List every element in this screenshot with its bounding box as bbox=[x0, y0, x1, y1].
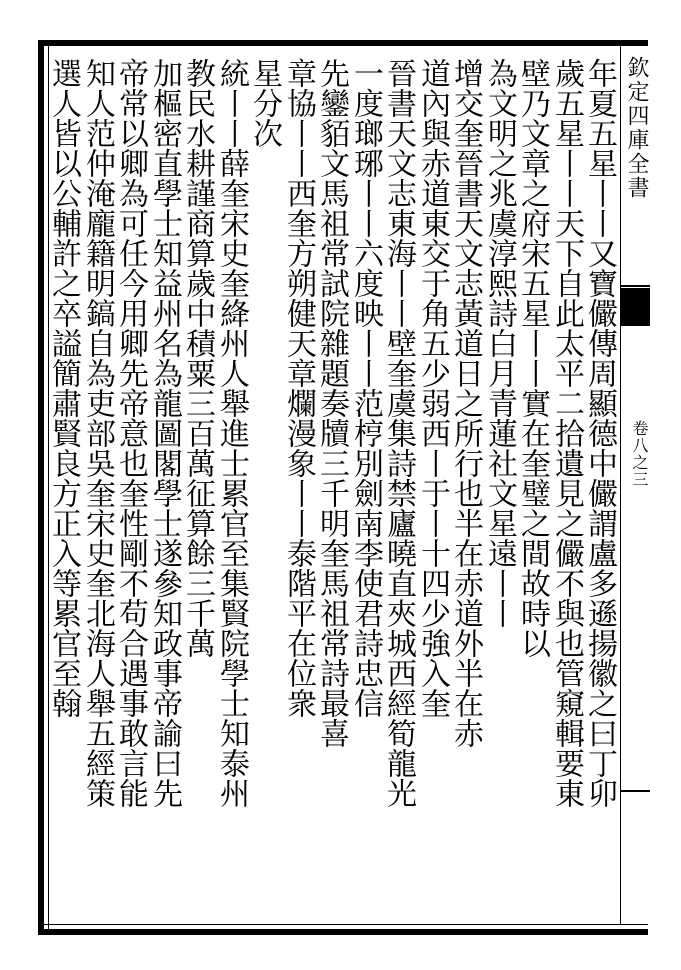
text-column-13: 教民水耕謹商算歲中積粟三百萬征算餘三千萬 bbox=[180, 58, 215, 658]
text-column-7: 晉書天文志東海丨丨壁奎虞集詩禁廬曉直夾城西經筍龍光 bbox=[381, 58, 416, 808]
text-column-12: 統丨丨薛奎宋史奎絳州人舉進士累官至集賢院學士知泰州 bbox=[214, 58, 249, 808]
text-column-11: 星分次 bbox=[247, 58, 282, 148]
margin-rule-upper bbox=[620, 285, 650, 287]
text-column-8: 一度瑯琊丨丨六度映丨丨范梈別劍南李使君詩忠信 bbox=[348, 58, 383, 718]
frame-border-left bbox=[38, 40, 44, 935]
text-column-17: 選人皆以公輔許之卒謚簡肅賢良方正入等累官至翰 bbox=[46, 58, 81, 718]
margin-book-title: 欽定四庫全書 bbox=[624, 56, 649, 200]
text-column-4: 為文明之兆虞淳熙詩白月青蓮社文星遠丨丨 bbox=[482, 58, 517, 628]
text-column-6: 道內與赤道東交于角五少弱西丨于丨十四少強入奎 bbox=[415, 58, 450, 718]
text-column-10: 章協丨丨西奎方朔健天章爛漫象丨丨泰階平在位衆 bbox=[281, 58, 316, 718]
text-column-2: 歲五星丨丨天下自此太平二拾遺見之儼不與也管窺輯要東 bbox=[549, 58, 584, 808]
frame-border-bottom-inner bbox=[44, 924, 648, 925]
fish-tail-mark bbox=[620, 288, 650, 326]
text-column-14: 加樞密直學士知益州名為龍圖閣學士遂參知政事帝諭曰先 bbox=[147, 58, 182, 808]
frame-border-top bbox=[38, 40, 648, 46]
margin-volume-label: 卷八之三 bbox=[630, 420, 649, 488]
text-column-5: 增交奎晉書天文志黃道日之所行也半在赤道外半在赤 bbox=[448, 58, 483, 748]
text-column-3: 壁乃文章之府宋五星丨丨實在奎璧之間故時以 bbox=[515, 58, 550, 658]
frame-border-bottom bbox=[38, 929, 648, 935]
text-column-15: 帝常以卿為可任今用卿先帝意也奎性剛不苟合遇事敢言能 bbox=[113, 58, 148, 808]
margin-divider bbox=[620, 46, 621, 924]
margin-rule-lower bbox=[620, 790, 650, 792]
text-column-9: 先鑾貊文馬祖常試院雜題奏牘三千明奎馬祖常詩最喜 bbox=[314, 58, 349, 748]
text-column-1: 年夏五星丨丨又寶儼傳周顯德中儼謂盧多遜揚徽之曰丁卯 bbox=[582, 58, 617, 808]
text-column-16: 知人范仲淹龐籍明鎬自為吏部吳奎宋史奎北海人舉五經策 bbox=[80, 58, 115, 808]
